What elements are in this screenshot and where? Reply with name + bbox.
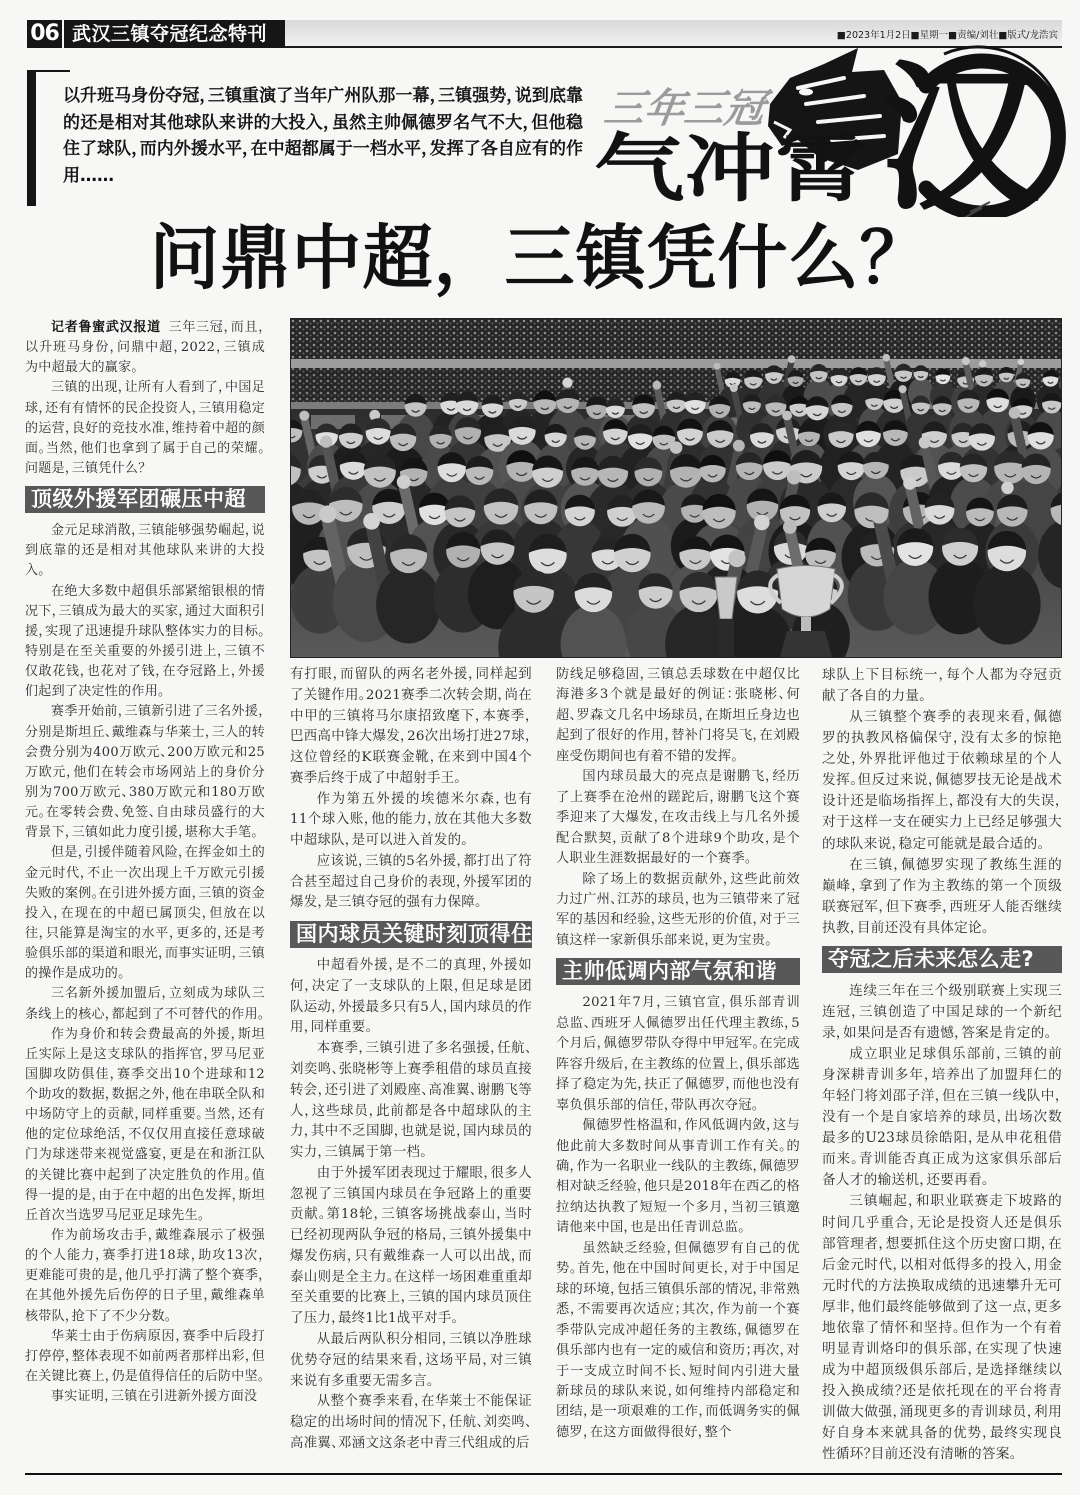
trophy-stem	[801, 617, 811, 631]
article-paragraph: 华莱士由于伤病原因，赛季中后段打打停停，整体表现不如前两者那样出彩，但在关键比赛上，仍是值得信任的后防中坚。	[25, 1328, 265, 1385]
raised-fist	[652, 381, 661, 390]
article-paragraph: 除了场上的数据贡献外，这些此前效力过广州、江苏的球员，也为三镇带来了冠军的基因和经验，这些无形的价值，对于三镇这样一家新俱乐部来说，更为宝贵。	[556, 871, 800, 948]
raised-fist	[783, 520, 797, 534]
article-paragraph: 连续三年在三个级别联赛上实现三连冠，三镇创造了中国足球的一个新纪录，如果问是否有遗憾，答案是肯定的。	[822, 982, 1062, 1041]
article-column-2	[290, 665, 532, 1467]
section-title: 武汉三镇夺冠纪念特刊	[64, 20, 285, 48]
intro-text: 以升班马身份夺冠，三镇重演了当年广州队那一幕，三镇强势，说到底靠的还是相对其他球队来讲的大投入，虽然主帅佩德罗名气不大，但他稳住了球队，而内外援水平，在中超都属于一档水平，发挥了各自应有的作用……	[63, 86, 583, 186]
raised-fist	[562, 377, 572, 387]
logo-title-han: 汉	[880, 45, 1041, 217]
raised-fist	[713, 363, 720, 370]
article-paragraph: 佩德罗性格温和，作风低调内敛，这与他此前大多数时间从事青训工作有关。的确，作为一名职业一线队的主教练，佩德罗相对缺乏经验，他只是2018年在西乙的格拉纳达执教了短短一个多月，当初三镇邀请他来中国，也是出任青训总监。	[556, 1118, 800, 1236]
logo-title: 气冲霄	[594, 126, 866, 212]
article-paragraph: 在绝大多数中超俱乐部紧缩银根的情况下，三镇成为最大的买家，通过大面积引援，实现了迅速提升球队整体实力的目标。特别是在至关重要的外援引进上，三镇不仅敢花钱，也花对了钱，在夺冠路上，外援们起到了决定性的作用。	[25, 583, 265, 700]
raised-fist	[919, 436, 931, 448]
article-paragraph: 赛季开始前，三镇新引进了三名外援，分别是斯坦丘、戴维森与华莱士，三人的转会费分别为400万欧元、200万欧元和25万欧元，他们在转会市场网站上的身价分别为700万欧元、380万欧元和180万欧元。在零转会费、免签、自由球员盛行的大背景下，三镇如此力度引援，堪称大手笔。	[25, 704, 265, 841]
team-celebration-photo	[290, 318, 1062, 658]
raised-fist	[903, 476, 916, 489]
small-trophy-base	[718, 619, 734, 657]
bottom-rule	[25, 1473, 1062, 1475]
article-paragraph: 国内球员最大的亮点是谢鹏飞，经历了上赛季在沧州的蹉跎后，谢鹏飞这个赛季迎来了大爆发，在攻击线上与几名外援配合默契，贡献了8个进球9个助攻，是个人职业生涯数据最好的一个赛季。	[556, 769, 800, 867]
intro-summary	[27, 70, 583, 206]
section-heading: 国内球员关键时刻顶得住	[290, 921, 532, 948]
raised-fist	[1001, 482, 1013, 494]
raised-fist	[787, 470, 801, 484]
article-paragraph-continued: 防线足够稳固，三镇总丢球数在中超仅比海港多3个就是最好的例证：张晓彬、何超、罗森文几名中场球员，在斯坦丘身边也起到了很好的作用，替补门将吴飞，在刘殿座受伤期间也有着不错的发挥。	[556, 667, 800, 764]
figure-body	[973, 564, 1040, 645]
raised-fist	[397, 475, 411, 489]
raised-fist	[871, 507, 887, 523]
celebrating-crowd	[291, 354, 1061, 657]
raised-fist	[728, 550, 745, 567]
article-paragraph: 作为第五外援的埃德米尔森，也有11个球入账，他的能力，放在其他大多数中超球队，是可以进入首发的。	[290, 791, 532, 849]
article-paragraph: 但是，引援伴随着风险，在挥金如土的金元时代，不止一次出现上千万欧元引援失败的案例。在引进外援方面，三镇的资金投入，在现在的中超已属顶尖，但放在以往，只能算是淘宝的水平，更多的，还是考验俱乐部的渠道和眼光，而事实证明，三镇的操作是成功的。	[25, 845, 265, 982]
article-paragraph: 由于外援军团表现过于耀眼，很多人忽视了三镇国内球员在争冠路上的重要贡献。第18轮，三镇客场挑战泰山，当时已经初现两队争冠的格局，三镇外援集中爆发伤病，只有戴维森一人可以出战，而泰山则是全主力。在这样一场困难重重却至关重要的比赛上，三镇的国内球员顶住了压力，最终1比1战平对手。	[290, 1165, 532, 1327]
tiger-eye	[799, 89, 813, 96]
stadium-ad-board	[291, 359, 1061, 368]
article-paragraph: 三名新外援加盟后，立刻成为球队三条线上的核心，都起到了不可替代的作用。	[25, 986, 265, 1022]
article-paragraph-continued: 球队上下目标统一，每个人都为夺冠贡献了各自的力量。	[822, 667, 1062, 705]
article-paragraph: 中超看外援，是不二的真理，外援如何，决定了一支球队的上限，但足球是团队运动，外援最多只有5人，国内球员的作用，同样重要。	[290, 958, 532, 1036]
raised-fist	[979, 360, 987, 368]
raised-fist	[670, 441, 682, 453]
article-paragraph: 从最后两队积分相同，三镇以净胜球优势夺冠的结果来看，这场平局，对三镇来说有多重要无需多言。	[290, 1331, 532, 1389]
logo-kicker: 三年三冠	[601, 85, 768, 132]
article-paragraph: 从整个赛季来看，在华莱士不能保证稳定的出场时间的情况下，任航、刘奕鸣、高准翼、邓涵文这条老中青三代组成的后	[290, 1394, 532, 1451]
stands-spectators	[291, 319, 1061, 359]
section-heading: 顶级外援军团碾压中超	[25, 486, 265, 513]
raised-fist	[788, 355, 796, 363]
article-paragraph: 虽然缺乏经验，但佩德罗有自己的优势。首先，他在中国时间更长，对于中国足球的环境，包括三镇俱乐部的情况，非常熟悉，不需要再次适应；其次，作为前一个赛季带队完成冲超任务的主教练，佩德罗在俱乐部内也有一定的威信和资历；再次，对于一支成立时间不长、短时间内引进大量新球员的球队来说，如何维持内部稳定和团结，是一项艰难的工作，而低调务实的佩德罗，在这方面做得很好，整个	[556, 1240, 800, 1440]
article-paragraph: 应该说，三镇的5名外援，都打出了符合甚至超过自己身价的表现，外援军团的爆发，是三镇夺冠的强有力保障。	[290, 853, 532, 911]
article-paragraph: 2021年7月，三镇官宣，俱乐部青训总监、西班牙人佩德罗出任代理主教练，5个月后，佩德罗带队夺得中甲冠军。在完成阵容升级后，在主教练的位置上，俱乐部选择了稳定为先，扶正了佩德罗，而他也没有辜负俱乐部的信任，带队再次夺冠。	[556, 995, 800, 1113]
headline: 问鼎中超，三镇凭什么？	[149, 216, 931, 299]
article-paragraph: 成立职业足球俱乐部前，三镇的前身深耕青训多年，培养出了加盟拜仁的年轻门将刘邵子洋，但在三镇一线队中，没有一个是自家培养的球员，出场次数最多的U23球员徐皓阳，是从申花租借而来。青训能否真正成为这家俱乐部后备人才的输送机，还要再看。	[822, 1046, 1062, 1189]
article-paragraph: 事实证明，三镇在引进新外援方面没	[51, 1389, 258, 1405]
article-paragraph: 作为前场攻击手，戴维森展示了极强的个人能力，赛季打进18球，助攻13次，更难能可贵的是，他几乎打满了整个赛季，在其他外援先后伤停的日子里，戴维森单核带队，抢下了不少分数。	[25, 1228, 265, 1324]
article-paragraph: 三镇崛起，和职业联赛走下坡路的时间几乎重合，无论是投资人还是俱乐部管理者，想要抓住这个历史窗口期，在后金元时代，以相对低得多的投入，用金元时代的方法换取成绩的迅速攀升无可厚非，他们最终能够做到了这一点，更多地依靠了情怀和坚持。但作为一个有着明显青训烙印的俱乐部，在实现了快速成为中超顶级俱乐部后，是选择继续以投入换成绩？还是依托现在的平台将青训做大做强，涌现更多的青训球员，利用好自身本来就具备的优势，最终实现良性循环？目前还没有清晰的答案。	[822, 1193, 1062, 1463]
raised-fist	[363, 513, 380, 530]
raised-fist	[962, 357, 970, 365]
lead-text: 三年三冠，而且，以升班马身份，问鼎中超，2022，三镇成为中超最大的赢家。	[25, 320, 265, 376]
trophy-base	[780, 631, 832, 657]
raised-fist	[882, 354, 890, 362]
raised-fist	[899, 385, 907, 393]
special-issue-logo	[592, 42, 1070, 217]
lead-paragraph	[25, 318, 265, 378]
article-paragraph: 作为身价和转会费最高的外援，斯坦丘实际上是这支球队的指挥官，罗马尼亚国脚攻防俱佳，赛季交出10个进球和12个助攻的数据，数据之外，他在串联全队和中场防守上的贡献，同样重要。当然，还有他的定位球绝活，不仅仅用直接任意球破门为球迷带来视觉盛宴，更是在和浙江队的关键比赛中起到了决定胜负的作用。值得一提的是，由于在中超的出色发挥，斯坦丘首次当选罗马尼亚足球先生。	[25, 1026, 265, 1223]
article-column-4	[822, 665, 1062, 1467]
page-number: 06	[27, 20, 62, 48]
section-heading: 主帅低调内部气氛和谐	[556, 958, 800, 985]
raised-fist	[299, 411, 309, 421]
article-paragraph: 在三镇，佩德罗实现了教练生涯的巅峰，拿到了作为主教练的第一个顶级联赛冠军，但下赛季，西班牙人能否继续执教，目前还没有具体定论。	[822, 856, 1062, 936]
figure-body	[376, 566, 441, 644]
article-paragraph-continued: 有打眼，而留队的两名老外援，同样起到了关键作用。2021赛季二次转会期，尚在中甲的三镇将马尔康招致麾下，本赛季，巴西高中锋大爆发，26次出场打进27球，这位曾经的K联赛金靴，在来到中国4个赛季后终于成了中超射手王。	[290, 667, 532, 786]
raised-fist	[733, 440, 745, 452]
article-paragraph: 本赛季，三镇引进了多名强援，任航、刘奕鸣、张晓彬等上赛季租借的球员直接转会，还引进了刘殿座、高准翼、谢鹏飞等人，这些球员，此前都是各中超球队的主力，其中不乏国脚，也就是说，国内球员的实力，三镇属于第一档。	[290, 1041, 532, 1161]
raised-fist	[320, 435, 332, 447]
article-paragraph: 三镇的出现，让所有人看到了，中国足球，还有有情怀的民企投资人，三镇用稳定的运营，良好的竞技水准，维持着中超的颜面。当然，他们也拿到了属于自己的荣耀。问题是，三镇凭什么？	[25, 380, 265, 476]
raised-fist	[319, 505, 336, 522]
dateline: ■2023年1月2日■星期一■责编/刘壮■版式/龙浩宾	[836, 30, 1058, 41]
article-column-3	[556, 665, 800, 1467]
raised-fist	[754, 515, 770, 531]
raised-fist	[730, 384, 738, 392]
photo-illustration	[291, 319, 1061, 657]
intro-rule	[36, 70, 70, 72]
article-paragraph: 金元足球消散，三镇能够强势崛起，说到底靠的还是相对其他球队来讲的大投入。	[25, 523, 265, 579]
section-heading: 夺冠之后未来怎么走?	[822, 946, 1062, 973]
raised-fist	[1009, 407, 1021, 419]
trophy-cup	[777, 566, 835, 618]
article-paragraph: 从三镇整个赛季的表现来看，佩德罗的执教风格偏保守，没有太多的惊艳之处，外界批评他过于依赖球星的个人发挥。但反过来说，佩德罗技无论是战术设计还是临场指挥上，都没有大的失误，对于这样一支在硬实力上已经足够强大的球队来说，稳定可能就是最合适的。	[822, 709, 1062, 852]
raised-fist	[782, 411, 792, 421]
article-column-1	[25, 318, 265, 1467]
raised-fist	[1018, 359, 1025, 366]
byline: 记者鲁蜜武汉报道	[51, 320, 161, 335]
